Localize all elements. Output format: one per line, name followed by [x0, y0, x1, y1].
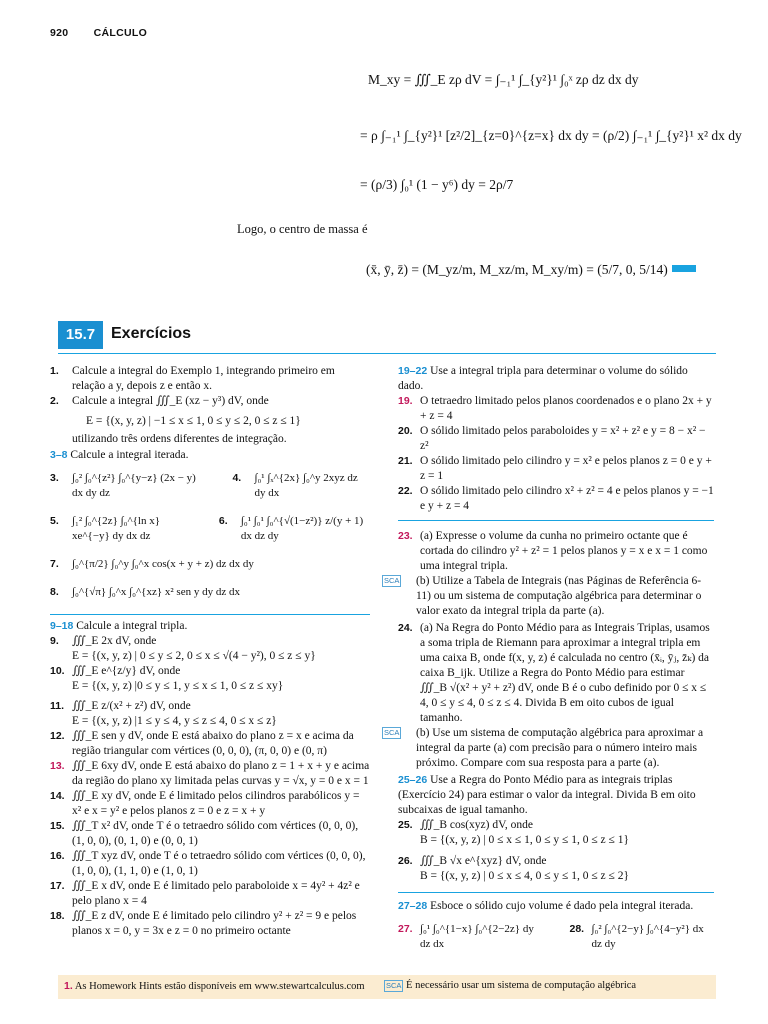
exercise-9: 9. ∭_E 2x dV, onde [50, 635, 157, 647]
exercise-12: 12. ∭_E sen y dV, onde E está abaixo do plano z = x e acima da região triangular com vértices (0, 0, 0), (π, 0, 0) e (0, π) [50, 730, 354, 757]
exercise-27: 27. ∫₀¹ ∫₀^{1−x} ∫₀^{2−2z} dy dz dx [398, 923, 534, 950]
footer-cas-note: SCA É necessário usar um sistema de computação algébrica [386, 980, 637, 991]
exercise-21: 21. O sólido limitado pelo cilindro y = x² e pelos planos z = 0 e y + z = 1 [398, 455, 712, 482]
end-example-marker [672, 265, 696, 272]
exercise-11-set: E = {(x, y, z) |1 ≤ y ≤ 4, y ≤ z ≤ 4, 0 ≤ x ≤ z} [72, 715, 277, 727]
exercise-row-3-4 [50, 471, 370, 501]
divider [398, 892, 714, 893]
exercise-6: 6. ∫₀¹ ∫₀¹ ∫₀^{√(1−z²)} z/(y + 1) dx dz dy [218, 515, 364, 542]
centro-formula: (x̄, ȳ, z̄) = (M_yz/m, M_xz/m, M_xy/m) = (5/7, 0, 5/14) [366, 262, 668, 277]
range-25-26: 25–26 Use a Regra do Ponto Médio para as integrais triplas (Exercício 24) para estimar o valor da integral. Divida B em oito subcaixas de igual tamanho. [398, 774, 696, 816]
example-line-1: M_xy = ∭_E zρ dV = ∫₋₁¹ ∫_{y²}¹ ∫₀ˣ zρ dz dx dy [368, 72, 639, 87]
exercise-18: 18. ∭_E z dV, onde E é limitado pelo cilindro y² + z² = 9 e pelos planos x = 0, y = 3x e z = 0 no primeiro octante [50, 910, 357, 937]
exercise-4: 4. ∫₀¹ ∫ₓ^{2x} ∫₀^y 2xyz dz dy dx [232, 472, 358, 499]
exercise-1: 1. Calcule a integral do Exemplo 1, integrando primeiro em relação a y, depois z e então x. [50, 365, 335, 392]
exercise-2-set: E = {(x, y, z) | −1 ≤ x ≤ 1, 0 ≤ y ≤ 2, 0 ≤ z ≤ 1} [86, 415, 301, 427]
exercise-7: 7. ∫₀^{π/2} ∫₀^y ∫₀^x cos(x + y + z) dz dx dy [50, 558, 254, 570]
range-27-28: 27–28 Esboce o sólido cujo volume é dado pela integral iterada. [398, 900, 694, 912]
cas-icon: SCA [386, 981, 402, 990]
section-heading [58, 321, 716, 349]
running-title: CÁLCULO [93, 27, 148, 39]
page-number: 920 [50, 27, 69, 39]
exercise-3: 3. ∫₀² ∫₀^{z²} ∫₀^{y−z} (2x − y) dx dy dz [50, 472, 196, 499]
exercise-28: 28. ∫₀² ∫₀^{2−y} ∫₀^{4−y²} dx dz dy [569, 923, 704, 950]
exercise-8: 8. ∫₀^{√π} ∫₀^x ∫₀^{xz} x² sen y dy dz dx [50, 586, 240, 598]
exercise-26-set: B = {(x, y, z) | 0 ≤ x ≤ 4, 0 ≤ y ≤ 1, 0 ≤ z ≤ 2} [420, 870, 629, 882]
section-number: 15.7 [58, 321, 103, 349]
exercise-24b: SCA (b) Use um sistema de computação algébrica para aproximar a integral da parte (a) com precisão para o número inteiro mais próximo. Compare com sua resposta para a parte (a). [384, 727, 704, 769]
centro-text: Logo, o centro de massa é [237, 222, 368, 236]
range-9-18: 9–18 Calcule a integral tripla. [50, 620, 188, 632]
exercise-15: 15. ∭_T x² dV, onde T é o tetraedro sólido com vértices (0, 0, 0), (1, 0, 0), (0, 1, 0) e (0, 0, 1) [50, 820, 359, 847]
divider [50, 614, 370, 615]
exercise-19: 19. O tetraedro limitado pelos planos coordenados e o plano 2x + y + z = 4 [398, 395, 712, 422]
exercise-17: 17. ∭_E x dV, onde E é limitado pelo paraboloide x = 4y² + 4z² e pelo plano x = 4 [50, 880, 360, 907]
exercise-5: 5. ∫₁² ∫₀^{2z} ∫₀^{ln x} xe^{−y} dy dx dz [50, 515, 160, 542]
exercise-16: 16. ∭_T xyz dV, onde T é o tetraedro sólido com vértices (0, 0, 0), (1, 0, 0), (1, 1, 0) e (1, 0, 1) [50, 850, 366, 877]
exercise-23a: 23. (a) Expresse o volume da cunha no primeiro octante que é cortada do cilindro y² + z² = 1 pelos planos y = x e x = 1 como uma integral tripla. [398, 530, 708, 572]
exercise-10: 10. ∭_E e^{z/y} dV, onde [50, 665, 181, 677]
page-header [50, 27, 147, 39]
exercise-2: 2. Calcule a integral ∭_E (xz − y³) dV, onde [50, 395, 269, 407]
right-column [384, 364, 714, 952]
exercise-row-27-28 [398, 922, 714, 952]
exercise-10-set: E = {(x, y, z) |0 ≤ y ≤ 1, y ≤ x ≤ 1, 0 ≤ z ≤ xy} [72, 680, 284, 692]
example-line-3: = (ρ/3) ∫₀¹ (1 − y⁶) dy = 2ρ/7 [360, 177, 514, 192]
range-19-22: 19–22 Use a integral tripla para determinar o volume do sólido dado. [398, 365, 688, 392]
footer-bar [58, 975, 716, 999]
exercise-14: 14. ∭_E xy dV, onde E é limitado pelos cilindros parabólicos y = x² e x = y² e pelos planos z = 0 e z = x + y [50, 790, 360, 817]
range-3-8: 3–8 Calcule a integral iterada. [50, 449, 189, 461]
exercise-11: 11. ∭_E z/(x² + z²) dV, onde [50, 700, 191, 712]
exercise-24a: 24. (a) Na Regra do Ponto Médio para as Integrais Triplas, usamos a soma tripla de Riemann para aproximar a integral tripla em uma caixa B, onde f(x, y, z) é calculada no centro (x̄ᵢ, ȳⱼ, z̄ₖ) da caixa B_ijk. Utilize a Regra do Ponto Médio para estimar ∭_B √(x² + y² + z²) dV, onde B é o cubo definido por 0 ≤ x ≤ 4, 0 ≤ y ≤ 4, 0 ≤ z ≤ 4. Divida B em oito cubos de igual tamanho. [398, 622, 710, 724]
left-column [50, 364, 370, 939]
exercise-23b: SCA (b) Utilize a Tabela de Integrais (nas Páginas de Referência 6-11) ou um sistema de computação algébrica para determinar o valor exato da integral tripla da parte (a). [384, 575, 702, 617]
footer-hint: 1. As Homework Hints estão disponíveis em www.stewartcalculus.com [64, 980, 365, 992]
example-line-2: = ρ ∫₋₁¹ ∫_{y²}¹ [z²/2]_{z=0}^{z=x} dx dy = (ρ/2) ∫₋₁¹ ∫_{y²}¹ x² dx dy [360, 128, 742, 143]
section-rule [58, 353, 716, 354]
exercise-22: 22. O sólido limitado pelo cilindro x² + z² = 4 e pelos planos y = −1 e y + z = 4 [398, 485, 714, 512]
exercise-25-set: B = {(x, y, z) | 0 ≤ x ≤ 1, 0 ≤ y ≤ 1, 0 ≤ z ≤ 1} [420, 834, 629, 846]
exercise-20: 20. O sólido limitado pelos paraboloides y = x² + z² e y = 8 − x² − z² [398, 425, 706, 452]
divider [398, 520, 714, 521]
cas-icon: SCA [384, 728, 400, 737]
cas-icon: SCA [384, 576, 400, 585]
exercise-26: 26. ∭_B √x e^{xyz} dV, onde [398, 855, 547, 867]
exercise-row-5-6 [50, 514, 370, 544]
exercise-2-end: utilizando três ordens diferentes de integração. [72, 433, 287, 445]
exercise-13: 13. ∭_E 6xy dV, onde E está abaixo do plano z = 1 + x + y e acima da região do plano xy limitada pelas curvas y = √x, y = 0 e x = 1 [50, 760, 370, 787]
exercise-25: 25. ∭_B cos(xyz) dV, onde [398, 819, 534, 831]
exercise-9-set: E = {(x, y, z) | 0 ≤ y ≤ 2, 0 ≤ x ≤ √(4 − y²), 0 ≤ z ≤ y} [72, 650, 316, 662]
section-title: Exercícios [111, 325, 192, 342]
